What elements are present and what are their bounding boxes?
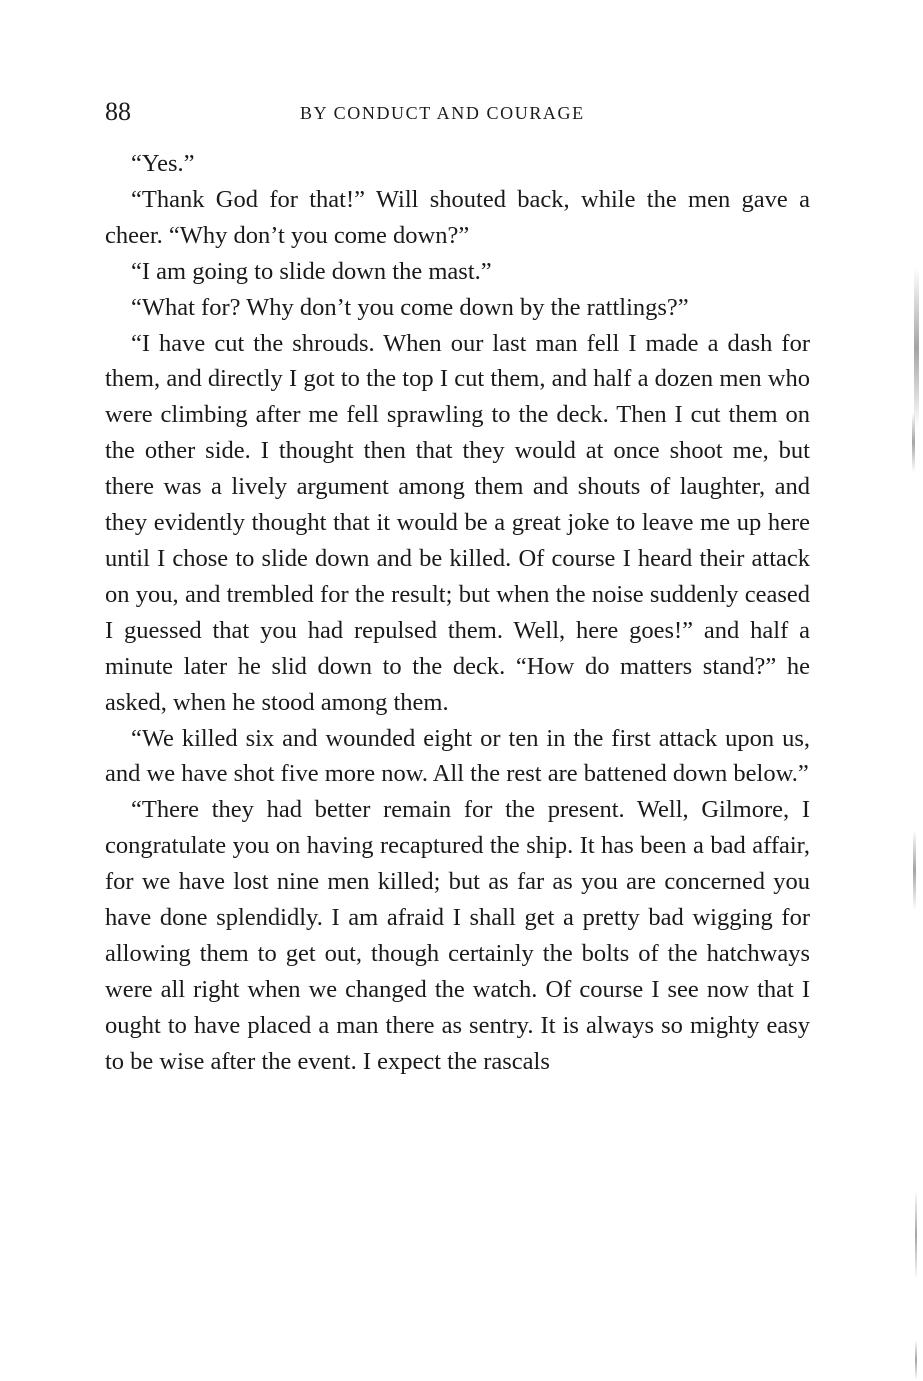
running-head xyxy=(105,96,810,128)
paragraph-what-for: “What for? Why don’t you come down by the rattlings?” xyxy=(131,293,689,321)
scan-edge-mark xyxy=(915,1190,917,1280)
running-title: BY CONDUCT AND COURAGE xyxy=(300,103,585,123)
paragraph-slide-down: “I am going to slide down the mast.” xyxy=(131,257,492,285)
scan-edge-mark xyxy=(915,1340,917,1380)
page-number: 88 xyxy=(105,97,131,126)
scan-edge-mark xyxy=(913,830,916,910)
paragraph-cut-shrouds: “I have cut the shrouds. When our last man fell I made a dash for them, and directly I got to the top I cut them, and half a dozen men who were climbing after me fell sprawling to the deck. Then I cut them on the other side. I thought then that they would at once shoot me, but there was a lively argument among them and shouts of laughter, and they evidently thought that it would be a great joke to leave me up here until I chose to slide down and be killed. Of course I heard their attack on you, and trembled for the result; but when the noise suddenly ceased I guessed that you had repulsed them. Well, here goes!” and half a minute later he slid down to the deck. “How do matters stand?” he asked, when he stood among them. xyxy=(105,329,810,716)
scan-edge-mark xyxy=(914,268,919,428)
body-text xyxy=(105,146,810,1080)
paragraph-remain: “There they had better remain for the present. Well, Gilmore, I congratulate you on having recaptured the ship. It has been a bad affair, for we have lost nine men killed; but as far as you are concerned you have done splendidly. I am afraid I shall get a pretty bad wigging for allowing them to get out, though certainly the bolts of the hatchways were all right when we changed the watch. Of course I see now that I ought to have placed a man there as sentry. It is always so mighty easy to be wise after the event. I expect the rascals xyxy=(105,796,810,1075)
paragraph-yes: “Yes.” xyxy=(131,150,195,177)
paragraph-killed-six: “We killed six and wounded eight or ten in the first attack upon us, and we have shot five more now. All the rest are battened down below.” xyxy=(105,724,810,788)
paragraph-thank-god: “Thank God for that!” Will shouted back, while the men gave a cheer. “Why don’t you come down?” xyxy=(105,185,810,249)
scan-edge-mark xyxy=(912,412,915,472)
